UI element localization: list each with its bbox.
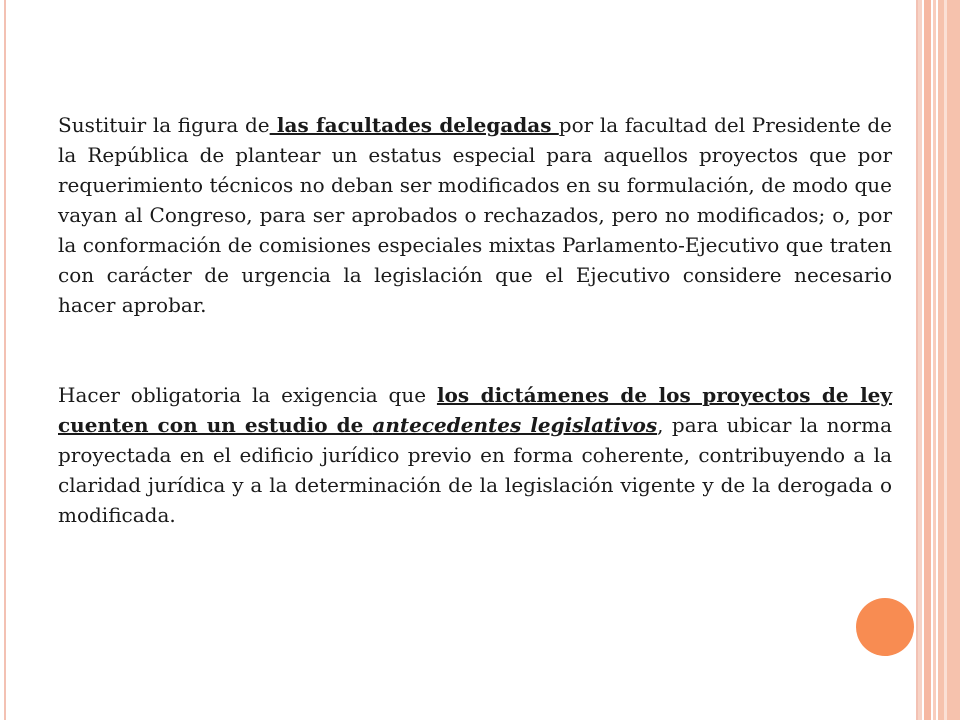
paragraph-antecedentes-legislativos: [58, 380, 892, 530]
slide-body: [58, 110, 892, 530]
decorative-stripe: [918, 0, 922, 720]
decorative-circle: [856, 598, 914, 656]
emphasized-term: las facultades delegadas: [269, 113, 559, 137]
emphasized-italic-term: antecedentes legislativos: [372, 413, 658, 437]
emphasized-term: los dictámenes de los proyectos de ley cuenten con un estudio de: [58, 383, 893, 437]
decorative-stripe: [933, 0, 936, 720]
decorative-stripe: [924, 0, 931, 720]
paragraph-text: por la facultad del Presidente de la República de plantear un estatus especial para aquellos proyectos que por requerimiento técnicos no deban ser modificados en su formulación, de modo que vayan al Congreso, para ser aprobados o rechazados, pero no modificados; o, por la conformación de comisiones especiales mixtas Parlamento-Ejecutivo que traten con carácter de urgencia la legislación que el Ejecutivo considere necesario hacer aprobar.: [58, 113, 892, 317]
paragraph-text: Hacer obligatoria la exigencia que: [58, 383, 437, 407]
paragraph-text: Sustituir la figura de: [58, 113, 270, 137]
decorative-stripe: [938, 0, 960, 720]
paragraph-text: , para ubicar la norma proyectada en el edificio jurídico previo en forma coherente, contribuyendo a la claridad jurídica y a la determinación de la legislación vigente y de la derogada o modificada.: [58, 413, 893, 527]
paragraph-facultades-delegadas: [58, 110, 892, 320]
decorative-stripe: [944, 0, 947, 720]
